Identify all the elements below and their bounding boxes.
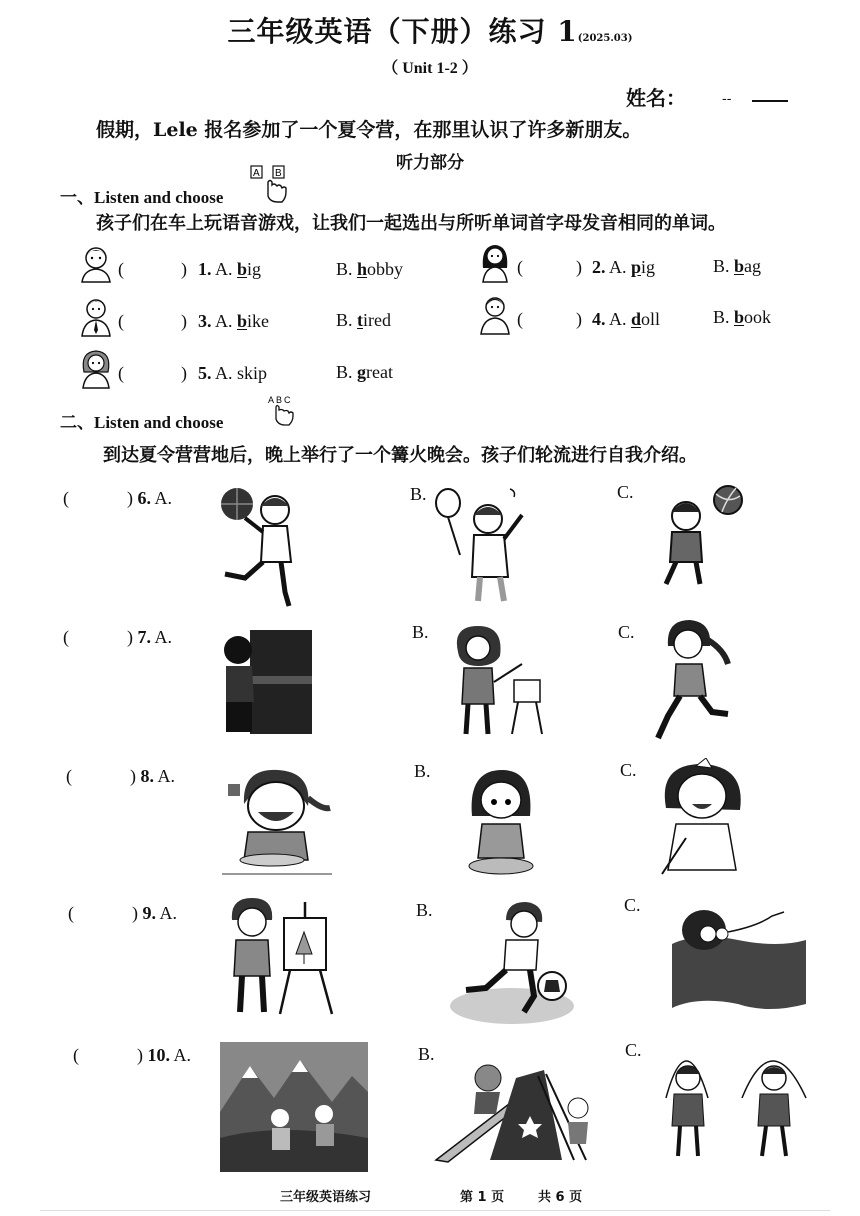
q10-open: ( <box>73 1045 79 1065</box>
q8-b-label: B. <box>414 761 431 781</box>
q4-row: ( <box>517 309 523 329</box>
singing-girl-picture <box>652 758 752 878</box>
q1-answer-close: ) <box>181 259 187 279</box>
section2-instruction: 到达夏令营营地后，晚上举行了一个篝火晚会。孩子们轮流进行自我介绍。 <box>103 445 697 466</box>
q10-b-label: B. <box>418 1044 435 1064</box>
name-label: 姓名： <box>626 86 686 110</box>
pointer-abc-icon <box>264 393 300 427</box>
footer-title: 三年级英语练习 <box>280 1190 372 1205</box>
icon-abc-text: ABC <box>268 395 293 405</box>
footer-page: 第 1 页 <box>460 1190 505 1205</box>
q5-options: 5. A. skip <box>198 363 268 383</box>
hiking-children-picture <box>220 1042 368 1172</box>
q7-b-label: B. <box>412 622 429 642</box>
q5-a-word: skip <box>237 363 268 383</box>
listening-title: 听力部分 <box>396 153 464 173</box>
q9-label: ) 9. A. <box>132 903 178 923</box>
q7-label: ) 7. A. <box>127 627 173 647</box>
soccer-boy-picture <box>446 900 576 1026</box>
icon-letter-b: B <box>275 168 282 179</box>
eating-girl-picture <box>222 764 332 882</box>
swimming-boy-picture <box>668 896 810 1012</box>
q3-option-b: B. tired <box>336 310 391 330</box>
title-text: 三年级英语（下册）练习 1 <box>227 15 578 48</box>
girl-avatar-icon <box>477 242 513 284</box>
q2-options: 2. A. pig <box>592 257 656 277</box>
running-girl-picture <box>650 616 736 746</box>
name-field-line[interactable] <box>752 100 788 102</box>
q3-options: 3. A. bike <box>198 311 270 331</box>
section2-heading: 二、Listen and choose <box>60 413 224 433</box>
q9-b-label: B. <box>416 900 433 920</box>
badminton-boy-picture <box>432 485 542 605</box>
page-title <box>0 10 860 50</box>
boy-tie-avatar-icon <box>78 296 114 338</box>
title-date: (2025.03) <box>577 33 633 44</box>
painting-girl-picture <box>448 622 548 740</box>
section1-title: Listen and choose <box>94 188 224 207</box>
piano-girl-picture <box>222 626 314 738</box>
q2-option-b: B. bag <box>713 256 762 276</box>
q10-label: ) 10. A. <box>137 1045 192 1065</box>
q1-a-rest: ig <box>247 259 262 279</box>
q9-open: ( <box>68 903 74 923</box>
q4-answer-close: ) <box>576 309 582 329</box>
unit-label: （ Unit 1-2 ） <box>382 60 478 77</box>
section1-number: 一、 <box>60 188 94 208</box>
intro-text: 假期，Lele 报名参加了一个夏令营，在那里认识了许多新朋友。 <box>96 119 642 141</box>
section1-instruction: 孩子们在车上玩语音游戏，让我们一起选出与所听单词首字母发音相同的单词。 <box>96 213 726 234</box>
q10-c-label: C. <box>625 1040 642 1060</box>
q1-option-b: B. hobby <box>336 259 404 279</box>
q8-c-label: C. <box>620 760 637 780</box>
slide-children-picture <box>426 1048 602 1164</box>
q1-options <box>198 259 261 280</box>
q3-answer-close: ) <box>181 311 187 331</box>
painting-boy-picture <box>218 896 338 1020</box>
volleyball-boy-picture <box>652 480 748 590</box>
icon-letter-a: A <box>253 168 260 179</box>
girl-curly-avatar-icon <box>78 348 114 390</box>
section1-heading <box>60 183 223 208</box>
q2-row: ( <box>517 257 523 277</box>
boy-shirt-avatar-icon <box>477 294 513 336</box>
q4-options: 4. A. doll <box>592 309 661 329</box>
q1-a-first: b <box>237 259 248 279</box>
q9-c-label: C. <box>624 895 641 915</box>
jump-rope-children-picture <box>656 1038 812 1164</box>
q5-answer-close: ) <box>181 363 187 383</box>
q6-open: ( <box>63 488 69 508</box>
q5-option-b: B. great <box>336 362 393 382</box>
q7-open: ( <box>63 627 69 647</box>
q8-label: ) 8. A. <box>130 766 176 786</box>
sitting-girl-picture <box>466 766 536 878</box>
footer-total: 共 6 页 <box>538 1190 583 1205</box>
q1-number: 1. <box>198 259 212 279</box>
q1-row: ( <box>118 259 124 279</box>
name-dash: -- <box>722 91 732 107</box>
q2-answer-close: ) <box>576 257 582 277</box>
q1-a-label: A. <box>215 259 233 279</box>
boy-avatar-icon <box>78 244 114 284</box>
q6-label: ) 6. A. <box>127 488 173 508</box>
q8-open: ( <box>66 766 72 786</box>
page-bottom-edge <box>40 1210 830 1211</box>
q6-c-label: C. <box>617 482 634 502</box>
q6-b-label: B. <box>410 484 427 504</box>
q3-row: ( <box>118 311 124 331</box>
q5-row: ( <box>118 363 124 383</box>
basketball-boy-picture <box>215 482 305 612</box>
q4-option-b: B. book <box>713 307 772 327</box>
pointer-ab-icon <box>248 164 290 204</box>
q7-c-label: C. <box>618 622 635 642</box>
